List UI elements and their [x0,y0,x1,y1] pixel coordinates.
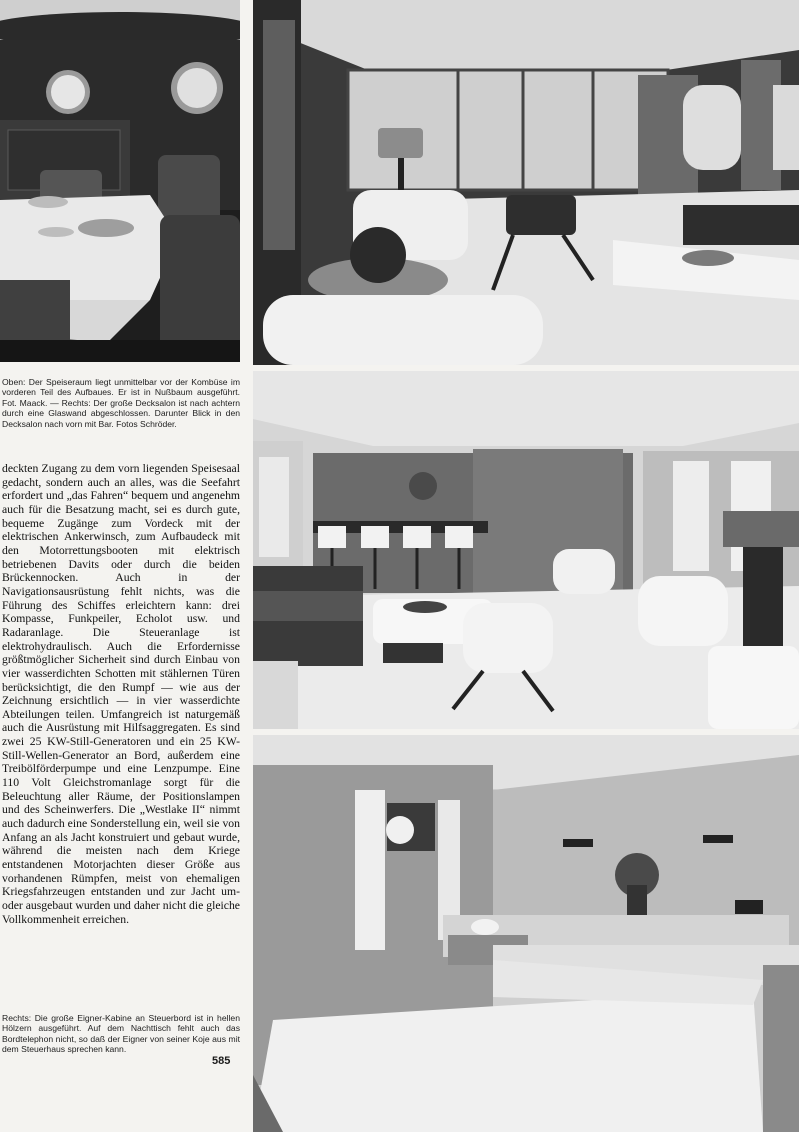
photo-dining-room [0,0,240,362]
dining-room-illustration [0,0,240,362]
caption-cabin-photo: Rechts: Die große Eigner-Kabine an Steuerbord ist in hellen Hölzern ausgeführt. Auf dem Nachttisch fehlt auch das Bordtelephon nicht, so daß der Eigner von seiner Koje aus mit dem Steuerhaus sprechen kann. [2,1012,240,1055]
deck-salon-bar-illustration [253,371,799,729]
owner-cabin-illustration [253,735,799,1132]
photo-deck-salon-bar [253,371,799,729]
photo-owner-cabin [253,735,799,1132]
caption-top-photos: Oben: Der Speiseraum liegt unmittelbar vor der Kombüse im vorderen Teil des Aufbaues. Er ist in Nußbaum ausgeführt. Fot. Maack. — Rechts: Der große Decksalon ist nach achtern durch eine Glaswand abgeschlossen. Darunter Blick in den Decksalon nach vorn mit Bar. Fotos Schröder. [2,376,240,429]
deck-salon-aft-illustration [253,0,799,365]
page-number: 585 [212,1055,231,1067]
photo-deck-salon-aft [253,0,799,365]
article-body: deckten Zugang zu dem vorn liegenden Speisesaal gedacht, sondern auch an alles, was die Seefahrt erfordert und „das Fahren“ bequem und angenehm auch für die Besatzung macht, sei es durch gute, bequeme Zugänge zum Vordeck mit der elektrischen Ankerwinsch, zum Aufbaudeck mit den Motorrettungsbooten mit elektrisch betriebenen Davits oder durch die beiden Brückennocken. Auch in der Navigationsausrüstung fehlt nichts, was die Führung des Schiffes erleichtern kann: drei Kompasse, Funkpeiler, Echolot usw. und Radaranlage. Die Steueranlage ist elektrohydraulisch. Auch die Erfordernisse größtmöglicher Sicherheit sind durch Einbau von vier wasserdichten Schotten mit stählernen Türen berücksichtigt, die den Rumpf — wie aus der Zeichnung ersichtlich — in vier wasserdichte Abteilungen teilen. Umfangreich ist naturgemäß auch die Ausrüstung mit Hilfsaggregaten. Es sind zwei 25 KW-Still-Generatoren und ein 25 KW-Still-Wellen-Generator an Bord, außerdem eine Treibölförderpumpe und eine Lenzpumpe. Eine 110 Volt Gleichstromanlage sorgt für die Beleuchtung aller Räume, der Positionslampen und des Scheinwerfers. Die „Westlake II“ nimmt auch dadurch eine Sonderstellung ein, weil sie von Anfang an als Jacht konstruiert und gebaut wurde, während die meisten nach dem Kriege entstandenen Motorjachten dieser Größe aus vorhandenen Rümpfen, meist von ehemaligen Kriegsfahrzeugen entstanden und zur Jacht um- oder ausgebaut wurden und daher nicht die gleiche Vollkommenheit erreichen. [2,462,240,926]
